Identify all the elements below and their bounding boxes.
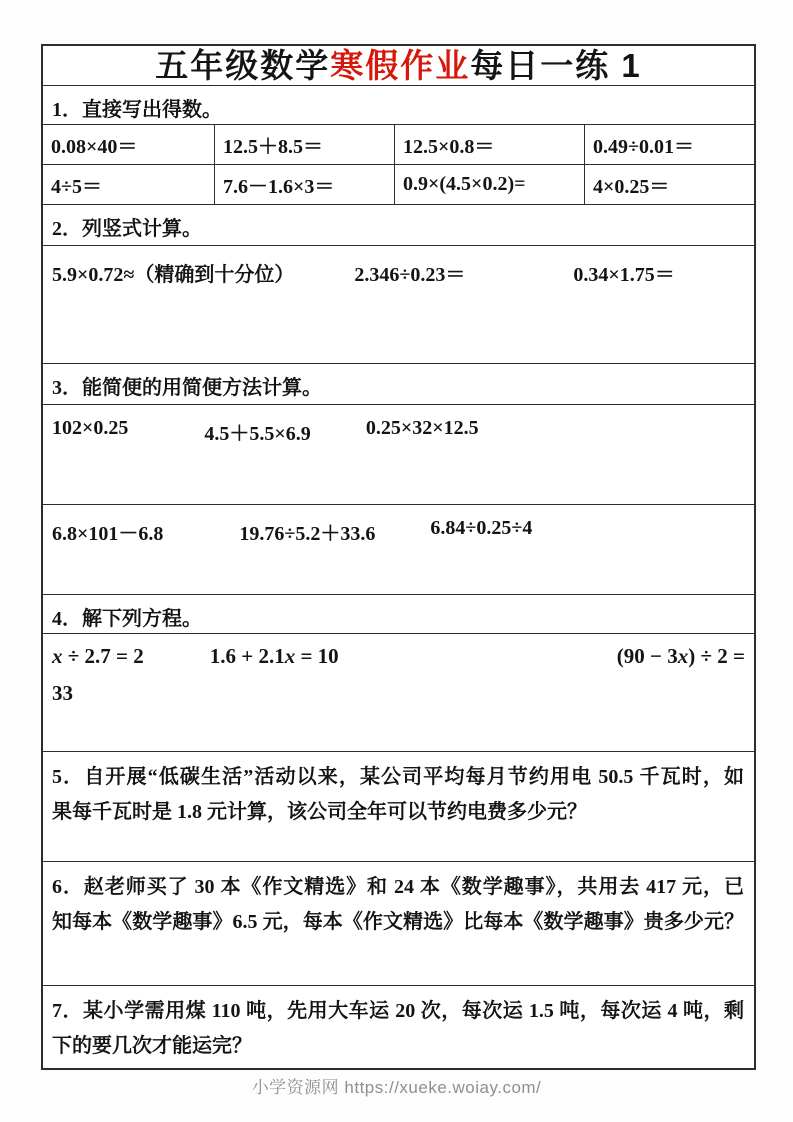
problem-text-line: 5．自开展“低碳生活”活动以来，某公司平均每月节约用电 50.5 千瓦时，如 — [52, 766, 744, 788]
equation-item: x ÷ 2.7 = 2 — [52, 644, 144, 668]
problem-text-line: 果每千瓦时是 1.8 元计算，该公司全年可以节约电费多少元？ — [52, 801, 587, 823]
problem-text-line: 知每本《数学趣事》6.5 元，每本《作文精选》比每本《数学趣事》贵多少元？ — [52, 911, 744, 933]
calc-cell: 12.5×0.8＝ — [395, 125, 585, 164]
section1-grid-row1 — [43, 125, 754, 165]
section1-grid-row2 — [43, 165, 754, 205]
calc-cell: 12.5＋8.5＝ — [215, 125, 395, 164]
word-problem-6 — [43, 862, 754, 986]
simplify-calc-item: 6.8×101－6.8 — [52, 523, 164, 545]
title-suffix: 每日一练 1 — [470, 46, 642, 84]
simplify-calc-item: 6.84÷0.25÷4 — [430, 517, 533, 539]
section4-equations — [43, 634, 754, 752]
section4-heading: 4．解下列方程。 — [43, 595, 754, 634]
calc-cell: 0.08×40＝ — [43, 125, 215, 164]
worksheet-title — [43, 46, 754, 86]
worksheet-frame — [41, 44, 756, 1070]
section2-problems — [43, 246, 754, 364]
simplify-calc-item: 0.25×32×12.5 — [365, 417, 479, 439]
problem-text-line: 下的要几次才能运完？ — [52, 1035, 252, 1057]
calc-cell: 0.9×(4.5×0.2)= — [395, 165, 585, 204]
section1-heading: 1．直接写出得数。 — [43, 86, 754, 125]
title-highlight-red: 寒假作业 — [330, 46, 471, 84]
vertical-calc-item: 2.346÷0.23＝ — [354, 264, 466, 286]
calc-cell: 4×0.25＝ — [593, 176, 670, 198]
vertical-calc-item: 5.9×0.72≈（精确到十分位） — [52, 264, 295, 286]
calc-cell: 0.49÷0.01＝ — [593, 136, 694, 158]
equation-item: 1.6 + 2.1x = 10 — [209, 644, 339, 668]
equation-item: (90 − 3x) ÷ 2 = — [616, 644, 745, 668]
word-problem-5 — [43, 752, 754, 862]
calc-cell: 4÷5＝ — [43, 165, 215, 204]
simplify-calc-item: 102×0.25 — [52, 417, 129, 439]
simplify-calc-item: 19.76÷5.2＋33.6 — [239, 523, 376, 545]
problem-text-line: 7．某小学需用煤 110 吨，先用大车运 20 次，每次运 1.5 吨，每次运 4 吨，剩 — [52, 1000, 744, 1022]
problem-text-line: 6．赵老师买了 30 本《作文精选》和 24 本《数学趣事》，共用去 417 元，已 — [52, 876, 744, 898]
section2-heading: 2．列竖式计算。 — [43, 205, 754, 246]
section3-problems-row1 — [43, 405, 754, 505]
title-grade-subject: 五年级数学 — [155, 46, 331, 84]
word-problem-7 — [43, 986, 754, 1068]
equation-line — [43, 634, 754, 669]
vertical-calc-item: 0.34×1.75＝ — [573, 264, 675, 286]
simplify-calc-item: 4.5＋5.5×6.9 — [204, 423, 311, 445]
calc-cell: 7.6－1.6×3＝ — [215, 165, 395, 204]
equation-wrapped-value: 33 — [52, 681, 73, 705]
footer-credit: 小学资源网 https://xueke.woiay.com/ — [251, 1078, 542, 1097]
section3-heading: 3．能简便的用简便方法计算。 — [43, 364, 754, 405]
section3-problems-row2 — [43, 505, 754, 595]
